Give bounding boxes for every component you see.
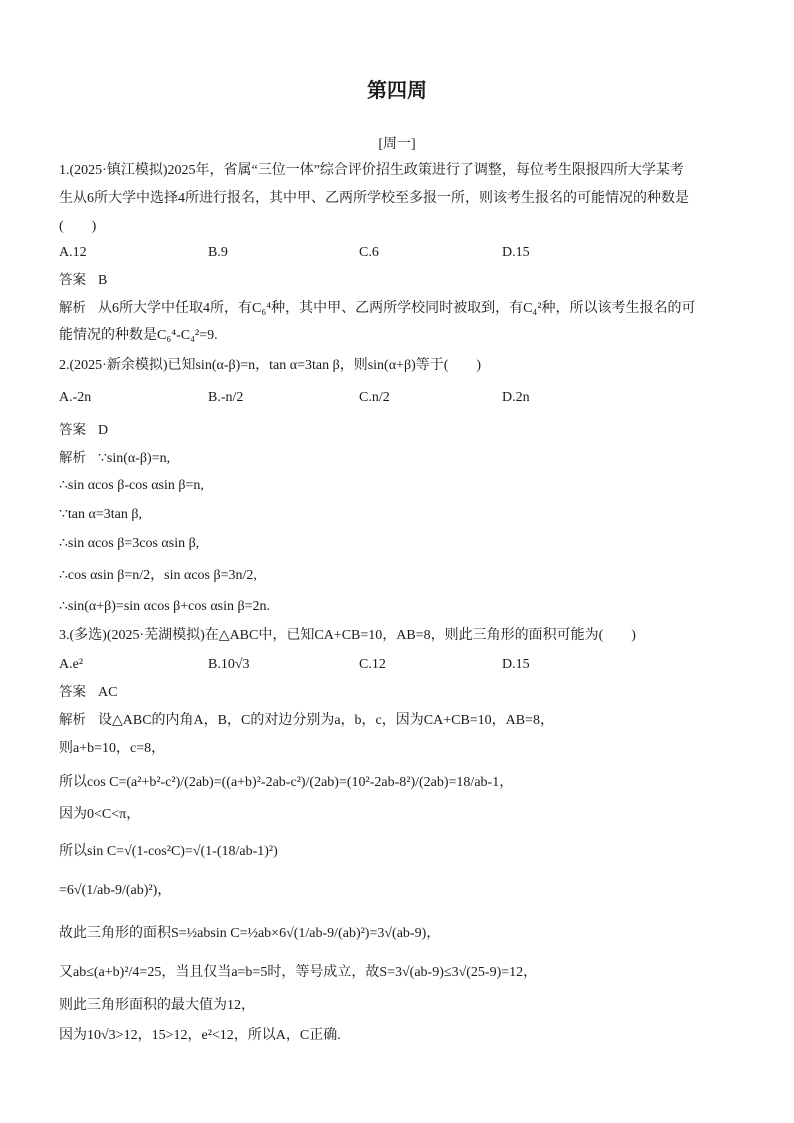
answer-label: 答案 xyxy=(59,422,86,438)
q3-step-7: 故此三角形的面积S=½absin C=½ab×6√(1/ab-9/(ab)²)=3√(ab-9)， xyxy=(59,926,441,941)
section-label: [周一] xyxy=(378,137,416,152)
q3-step-3: 所以cos C=(a²+b²-c²)/(2ab)=((a+b)²-2ab-c²)/(2ab)=(10²-2ab-8²)/(2ab)=18/ab-1， xyxy=(59,775,514,790)
q3-option-c: C.12 xyxy=(359,657,386,672)
q1-stem-line3: ( ) xyxy=(59,219,97,234)
q3-step-5: 所以sin C=√(1-cos²C)=√(1-(18/ab-1)²) xyxy=(59,844,278,859)
q3-stem: 3.(多选)(2025·芜湖模拟)在△ABC中，已知CA+CB=10，AB=8，则此三角形的面积可能为( ) xyxy=(59,628,636,643)
q3-step-8: 又ab≤(a+b)²/4=25，当且仅当a=b=5时，等号成立，故S=3√(ab-9)≤3√(25-9)=12， xyxy=(59,965,538,980)
q3-option-d: D.15 xyxy=(502,657,530,672)
q1-analysis-row1 xyxy=(59,299,696,318)
q1-option-a: A.12 xyxy=(59,245,87,260)
q2-answer: D xyxy=(98,423,109,438)
q1-answer-row xyxy=(59,271,107,290)
q2-step-2: ∴sin αcos β-cos αsin β=n, xyxy=(59,478,204,493)
q2-option-d: D.2n xyxy=(502,390,530,405)
q3-step-1: 设△ABC的内角A，B，C的对边分别为a，b，c，因为CA+CB=10，AB=8， xyxy=(98,713,555,728)
q2-step-4: ∴sin αcos β=3cos αsin β, xyxy=(59,536,200,551)
q3-analysis-row1 xyxy=(59,711,554,730)
q2-stem: 2.(2025·新余模拟)已知sin(α-β)=n，tan α=3tan β，则sin(α+β)等于( ) xyxy=(59,358,482,373)
analysis-label: 解析 xyxy=(59,712,86,728)
q2-step-6: ∴sin(α+β)=sin αcos β+cos αsin β=2n. xyxy=(59,599,271,614)
q1-option-d: D.15 xyxy=(502,245,530,260)
q3-step-2: 则a+b=10，c=8， xyxy=(59,741,166,756)
q3-option-b: B.10√3 xyxy=(208,657,250,672)
q2-step-3: ∵tan α=3tan β, xyxy=(59,507,142,522)
answer-label: 答案 xyxy=(59,684,86,700)
q3-option-a: A.e² xyxy=(59,657,84,672)
q1-option-b: B.9 xyxy=(208,245,228,260)
page-title: 第四周 xyxy=(367,78,427,102)
q2-step-1: ∵sin(α-β)=n, xyxy=(98,451,171,466)
q2-step-5: ∴cos αsin β=n/2，sin αcos β=3n/2, xyxy=(59,568,257,583)
q1-answer: B xyxy=(98,273,108,288)
q2-option-b: B.-n/2 xyxy=(208,390,244,405)
q1-option-c: C.6 xyxy=(359,245,379,260)
answer-label: 答案 xyxy=(59,272,86,288)
q3-step-9: 则此三角形面积的最大值为12， xyxy=(59,998,255,1013)
q2-analysis-row1 xyxy=(59,449,170,468)
q2-option-c: C.n/2 xyxy=(359,390,390,405)
analysis-label: 解析 xyxy=(59,450,86,466)
q3-step-4: 因为0<C<π， xyxy=(59,807,141,822)
q3-step-6: =6√(1/ab-9/(ab)²)， xyxy=(59,883,172,898)
q1-analysis-line2: 能情况的种数是C₆⁴-C₄²=9. xyxy=(59,328,218,343)
q1-stem-line1: 1.(2025·镇江模拟)2025年，省属“三位一体”综合评价招生政策进行了调整，每位考生限报四所大学某考 xyxy=(59,163,684,178)
q3-answer: AC xyxy=(98,685,118,700)
q2-option-a: A.-2n xyxy=(59,390,92,405)
analysis-label: 解析 xyxy=(59,300,86,316)
q1-analysis-line1: 从6所大学中任取4所，有C₆⁴种，其中甲、乙两所学校同时被取到，有C₄²种，所以该考生报名的可 xyxy=(98,301,696,316)
q1-stem-line2: 生从6所大学中选择4所进行报名，其中甲、乙两所学校至多报一所，则该考生报名的可能情况的种数是 xyxy=(59,191,689,206)
q3-answer-row xyxy=(59,683,117,702)
q3-step-10: 因为10√3>12，15>12，e²<12，所以A，C正确. xyxy=(59,1028,341,1043)
q2-answer-row xyxy=(59,421,108,440)
